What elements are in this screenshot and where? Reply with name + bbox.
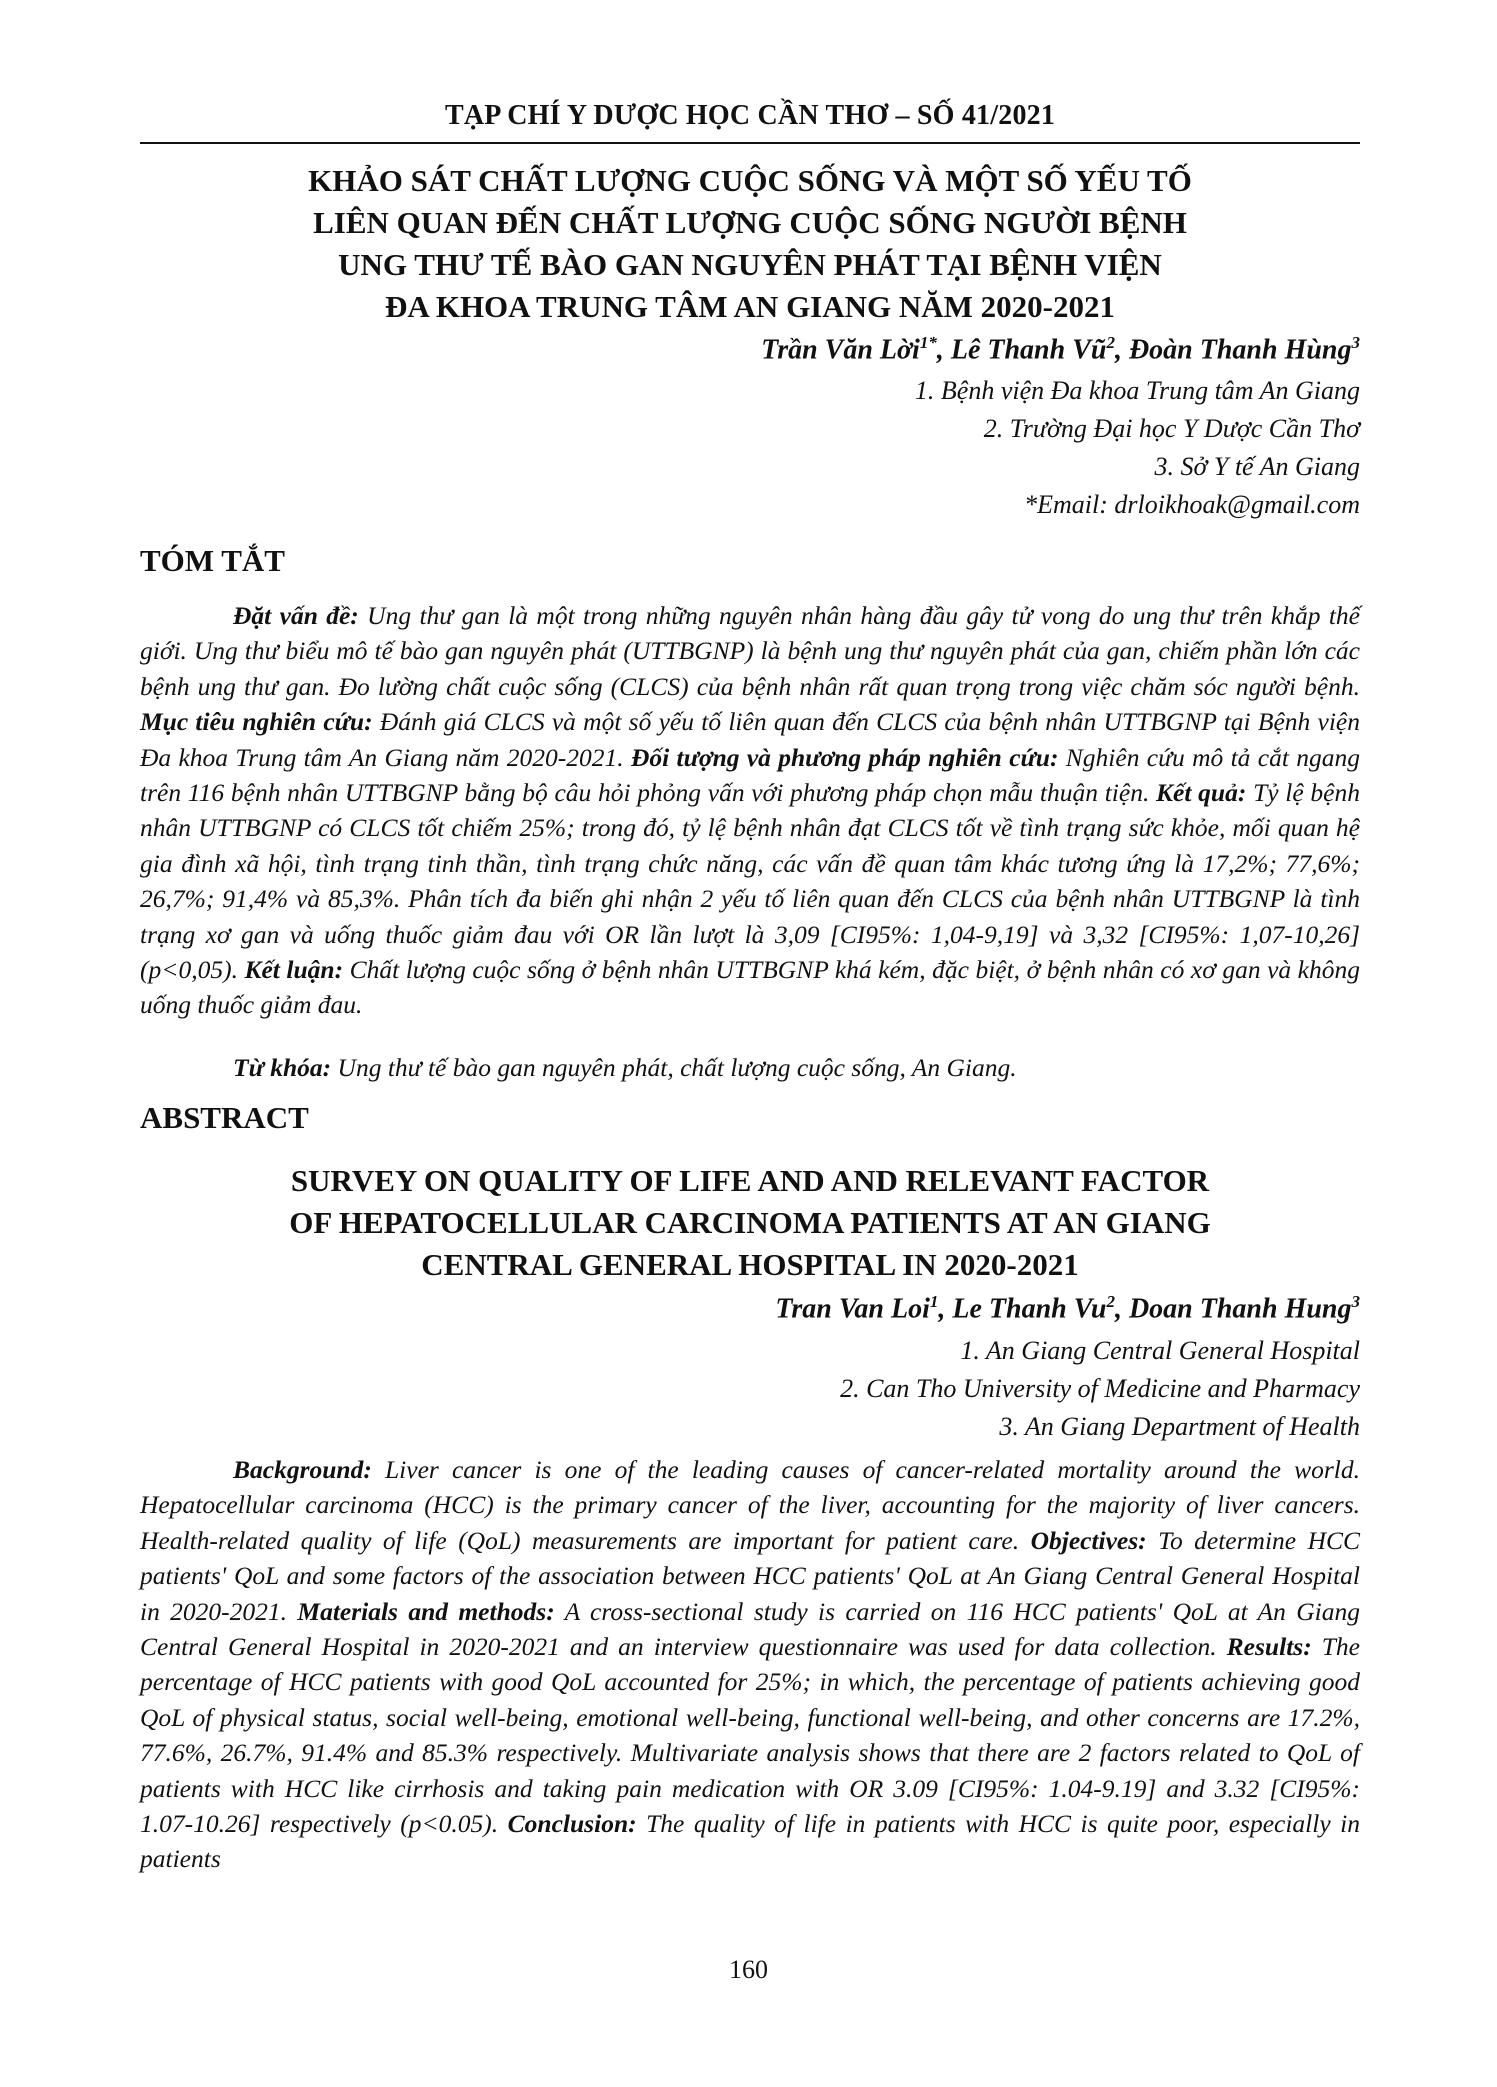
title-vi-line: LIÊN QUAN ĐẾN CHẤT LƯỢNG CUỘC SỐNG NGƯỜI BỆNH [313,205,1187,240]
abstract-conclusion-text: The quality of life in patients with HCC is quite poor, especially in patients [140,1809,1367,1874]
author-affil-marker: 2 [1106,333,1115,352]
abstract-objective-label: Objectives: [1030,1525,1147,1555]
author-name: Đoàn Thanh Hùng [1128,334,1352,366]
summary-heading: TÓM TẮT [140,543,285,578]
title-vi-line: UNG THƯ TẾ BÀO GAN NGUYÊN PHÁT TẠI BỆNH VIỆN [338,247,1162,282]
affiliation-en: 3. An Giang Department of Health [999,1412,1360,1441]
affiliation-en: 1. An Giang Central General Hospital [960,1336,1360,1365]
article-title-en [140,1160,1360,1286]
abstract-objective-text: To determine HCC patients' QoL and some factors of the association between HCC patients' QoL at An Giang Central General Hospital in 2020-2021. [140,1525,1367,1626]
article-title-vi [140,160,1360,328]
title-vi-line: KHẢO SÁT CHẤT LƯỢNG CUỘC SỐNG VÀ MỘT SỐ YẾU TỐ [308,163,1192,198]
abstract-paragraph [140,1452,1367,1877]
author-affil-marker: 1 [929,1292,939,1311]
author-affil-marker: 1* [919,333,937,352]
authors-vi: Trần Văn Lời$^{1*}$, Lê Thanh $Vũ^2$, Đoàn Thanh Hùng$^3$ [761,333,1360,366]
summary-background-text: Ung thư gan là một trong những nguyên nhân hàng đầu gây tử vong do ung thư trên khắp thế giới. Ung thư biểu mô tế bào gan nguyên phát (UTTBGNP) là bệnh ung thư nguyên phát của gan, chiếm phần lớn các bệnh ung thư gan. Đo lường chất cuộc sống (CLCS) của bệnh nhân rất quan trọng trong việc chăm sóc người bệnh. [140,601,1367,701]
summary-conclusion-text: Chất lượng cuộc sống ở bệnh nhân UTTBGNP khá kém, đặc biệt, ở bệnh nhân có xơ gan và không uống thuốc giảm đau. [140,955,1367,1020]
summary-objective-text: Đánh giá CLCS và một số yếu tố liên quan đến CLCS của bệnh nhân UTTBGNP tại Bệnh viện Đa khoa Trung tâm An Giang năm 2020-2021. [140,707,1367,772]
summary-background-label: Đặt vấn đề: [233,601,359,630]
authors-en: Tran Van Loi$^1$, Le Thanh Vu$^2$, Doan Thanh Hung$^3$ [775,1292,1360,1325]
abstract-heading: ABSTRACT [140,1100,309,1135]
abstract-background-text: Liver cancer is one of the leading causes of cancer-related mortality around the world. Hepatocellular carcinoma (HCC) is the primary cancer of the liver, accounting for the majority of liver cancers. Health-related quality of life (QoL) measurements are important for patient care. [140,1455,1367,1555]
abstract-conclusion-label: Conclusion: [507,1809,637,1839]
abstract-results-label: Results: [1226,1632,1312,1662]
summary-methods-text: Nghiên cứu mô tả cắt ngang trên 116 bệnh nhân UTTBGNP bằng bộ câu hỏi phỏng vấn với phương pháp chọn mẫu thuận tiện. [140,742,1367,808]
contact-email: *Email: drloikhoak@gmail.com [1024,490,1360,519]
summary-results-label: Kết quả: [1156,778,1247,808]
title-en-line: CENTRAL GENERAL HOSPITAL IN 2020-2021 [421,1247,1079,1282]
summary-results-text: Tỷ lệ bệnh nhân UTTBGNP có CLCS tốt chiếm 25%; trong đó, tỷ lệ bệnh nhân đạt CLCS tốt về tình trạng sức khỏe, mối quan hệ gia đình xã hội, tình trạng tinh thần, tình trạng chức năng, các vấn đề quan tâm khác tương ứng là 17,2%; 77,6%; 26,7%; 91,4% và 85,3%. Phân tích đa biến ghi nhận 2 yếu tố liên quan đến CLCS của bệnh nhân UTTBGNP là tình trạng xơ gan và uống thuốc giảm đau với OR lần lượt là 3,09 [CI95%: 1,04-9,19] và 3,32 [CI95%: 1,07-10,26] (p<0,05). [140,778,1367,985]
summary-objective-label: Mục tiêu nghiên cứu: [140,707,373,737]
summary-conclusion-label: Kết luận: [244,955,344,985]
title-en-line: SURVEY ON QUALITY OF LIFE AND AND RELEVANT FACTOR [290,1163,1210,1198]
journal-header: TẠP CHÍ Y DƯỢC HỌC CẦN THƠ – SỐ 41/2021 [444,100,1056,131]
keywords-label: Từ khóa: [233,1053,332,1082]
affiliation-vi: 3. Sở Y tế An Giang [1154,452,1360,481]
summary-paragraph [140,598,1367,1023]
affiliation-en: 2. Can Tho University of Medicine and Pharmacy [840,1374,1360,1403]
summary-methods-label: Đối tượng và phương pháp nghiên cứu: [630,742,1059,772]
title-en-line: OF HEPATOCELLULAR CARCINOMA PATIENTS AT AN GIANG [289,1205,1211,1240]
keywords-text: Ung thư tế bào gan nguyên phát, chất lượng cuộc sống, An Giang. [331,1053,1017,1082]
author-affil-marker: 3 [1351,333,1360,352]
page-number: 160 [729,1955,768,1984]
title-vi-line: ĐA KHOA TRUNG TÂM AN GIANG NĂM 2020-2021 [385,289,1115,324]
abstract-methods-label: Materials and methods: [297,1596,555,1626]
author-name: Tran Van Loi [775,1293,930,1325]
author-name: Trần Văn Lời [761,334,920,366]
header-rule [140,142,1360,144]
author-affil-marker: 2 [1106,1292,1115,1311]
author-name: Lê Thanh Vũ [950,334,1107,366]
author-name: Le Thanh Vu [952,1293,1107,1325]
abstract-results-text: The percentage of HCC patients with good QoL accounted for 25%; in which, the percentage of patients achieving good QoL of physical status, social well-being, emotional well-being, functional well-being, and other concerns are 17.2%, 77.6%, 26.7%, 91.4% and 85.3% respectively. Multivariate analysis shows that there are 2 factors related to QoL of patients with HCC like cirrhosis and taking pain medication with OR 3.09 [CI95%: 1.04-9.19] and 3.32 [CI95%: 1.07-10.26] respectively (p<0.05). [140,1632,1367,1839]
author-name: Doan Thanh Hung [1128,1293,1352,1325]
keywords [233,1053,1017,1083]
affiliation-vi: 2. Trường Đại học Y Dược Cần Thơ [983,414,1360,443]
abstract-background-label: Background: [233,1455,372,1484]
author-affil-marker: 3 [1351,1292,1360,1311]
affiliation-vi: 1. Bệnh viện Đa khoa Trung tâm An Giang [914,376,1360,405]
abstract-methods-text: A cross-sectional study is carried on 116 HCC patients' QoL at An Giang Central General Hospital in 2020-2021 and an interview questionnaire was used for data collection. [140,1596,1367,1662]
